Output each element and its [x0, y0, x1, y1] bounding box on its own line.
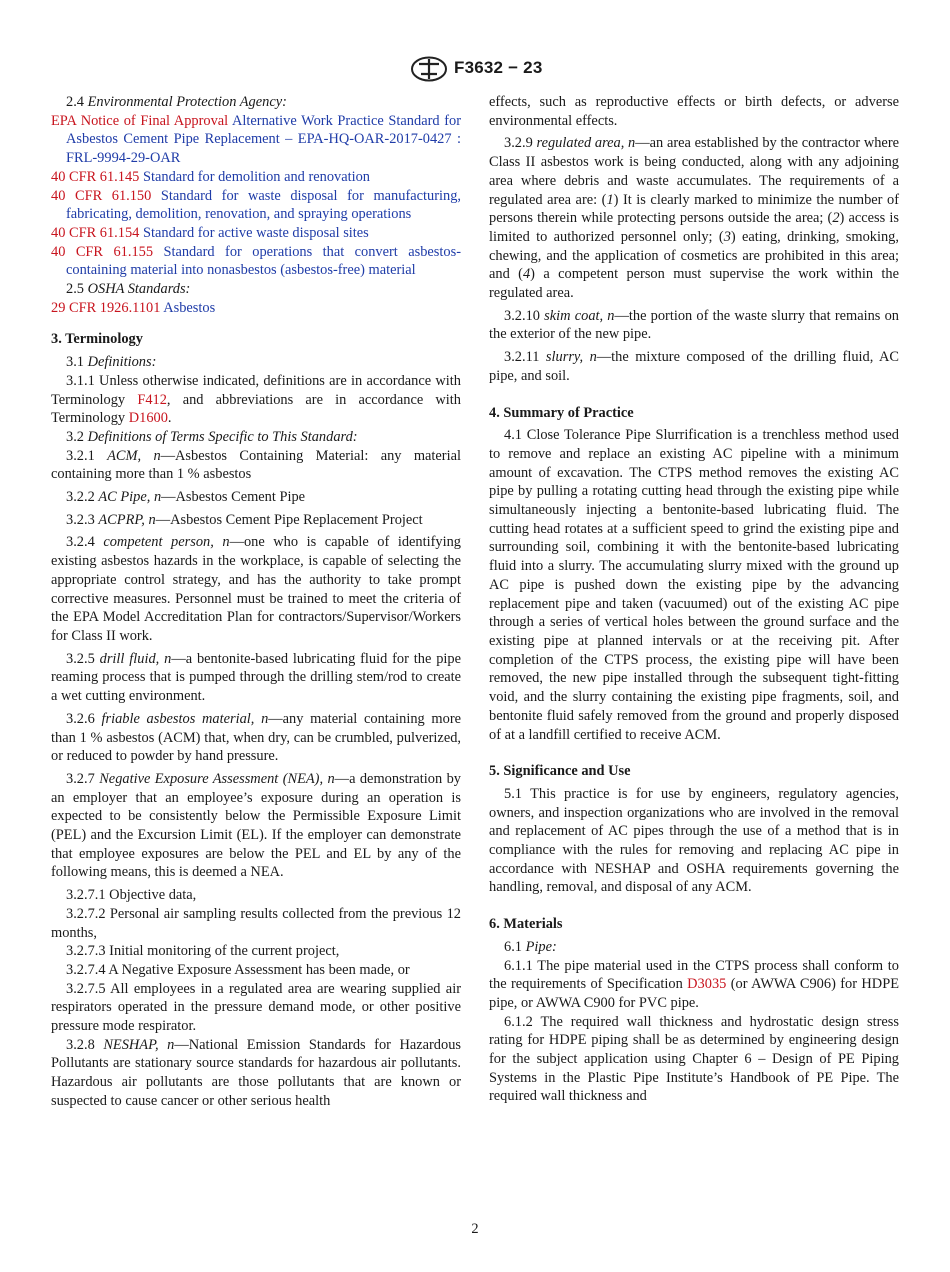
- section-heading-summary-of-practice: 4. Summary of Practice: [489, 404, 634, 421]
- para-3-2-10: 3.2.10 skim coat, n—the portion of the waste slurry that remains on the exterior of the new pipe.: [489, 307, 899, 343]
- ref-40cfr-61-150: 40 CFR 61.150 Standard for waste disposal for manufacturing, fabricating, demolition, renovation, and spraying operations: [51, 187, 461, 223]
- para-3-2-7-4: 3.2.7.4 A Negative Exposure Assessment has been made, or: [66, 961, 410, 978]
- para-3-2-8: 3.2.8 NESHAP, n—National Emission Standards for Hazardous Pollutants are stationary source standards for hazardous air pollutants. Hazardous air pollutants are those pollutants that are known or suspected to cause cancer or other serious health: [51, 1036, 461, 1109]
- para-3-1-1: 3.1.1 Unless otherwise indicated, definitions are in accordance with Terminology F412, and abbreviations are in accordance with Terminology D1600.: [51, 372, 461, 427]
- link-d1600[interactable]: D1600: [128, 410, 168, 427]
- para-4-1: 4.1 Close Tolerance Pipe Slurrification is a trenchless method used to remove and replace an existing AC pipeline with a minimum amount of excavation. The CTPS method removes the existing AC pipe by pulling a rotating cutting head through the existing pipe while simultaneously injecting a bentonite-based lubricating fluid. The cutting head rotates at a sufficient speed to grind the existing pipe and surrounding soil, combining it with the bentonite-based lubricating fluid into a slurry. The accumulating slurry mixed with the ground up AC pipe is pushed down the existing pipe by the advancing replacement pipe and taken (vacuumed) out of the existing AC pipe through a series of vertical holes between the ground surface and the existing pipe at planned intervals or at the receiving pit. After completion of the CTPS process, the existing pipe will have been removed, the new pipe installed through the subsequent tight-fitting void, and the slurry containing the existing pipe fragments, soil, and bentonite fluid safely removed from the ground and properly disposed of at a landfill certified to receive ACM.: [489, 427, 899, 743]
- para-3-2-5: 3.2.5 drill fluid, n—a bentonite-based lubricating fluid for the pipe reaming process that is pumped through the drilling stem/rod to create a wet cutting environment.: [51, 650, 461, 705]
- para-5-1: 5.1 This practice is for use by engineers, regulatory agencies, owners, and inspection organizations who are involved in the removal and replacement of AC pipes through the use of a method that is in compliance with the rules for removing and replacing AC pipe in accordance with NESHAP and OSHA requirements governing the handling, removal, and disposal of any ACM.: [489, 785, 899, 896]
- ref-40cfr-61-145: 40 CFR 61.145 Standard for demolition and renovation: [51, 168, 370, 185]
- ref-40cfr-61-154: 40 CFR 61.154 Standard for active waste disposal sites: [51, 224, 369, 241]
- para-3-1: 3.1 Definitions:: [66, 354, 157, 371]
- astm-logo-icon: [410, 56, 448, 82]
- page-number: 2: [471, 1221, 479, 1237]
- section-2-4: 2.4 Environmental Protection Agency:: [66, 94, 287, 110]
- para-3-2-11: 3.2.11 slurry, n—the mixture composed of the drilling fluid, AC pipe, and soil.: [489, 349, 899, 384]
- para-3-2-7: 3.2.7 Negative Exposure Assessment (NEA), n—a demonstration by an employer that an employee’s exposure during an operation is expected to be consistently below the Permissible Exposure Limit (PEL) and the Excursion Limit (EL). If the employer can demonstrate that employee exposures are below the PEL and EL by any of the following means, this is deemed a NEA.: [51, 770, 461, 881]
- para-6-1: 6.1 Pipe:: [504, 938, 557, 955]
- para-3-2-7-5: 3.2.7.5 All employees in a regulated area are wearing supplied air respirators operated in the pressure demand mode, or other positive pressure mode respirator.: [51, 980, 461, 1035]
- para-3-2: 3.2 Definitions of Terms Specific to This Standard:: [66, 428, 358, 445]
- ref-40cfr-61-155: 40 CFR 61.155 Standard for operations that convert asbestos-containing material into nonasbestos (asbestos-free) material: [51, 243, 461, 279]
- link-f412[interactable]: F412: [137, 391, 167, 408]
- section-heading-terminology: 3. Terminology: [51, 331, 143, 348]
- link-d3035[interactable]: D3035: [687, 976, 727, 993]
- para-6-1-1: 6.1.1 The pipe material used in the CTPS process shall conform to the requirements of Specification D3035 (or AWWA C906) for HDPE pipe, or AWWA C900 for PVC pipe.: [489, 957, 899, 1011]
- para-3-2-7-3: 3.2.7.3 Initial monitoring of the current project,: [66, 943, 340, 960]
- section-heading-significance-and-use: 5. Significance and Use: [489, 763, 631, 780]
- ref-epa-notice: EPA Notice of Final Approval Alternative Work Practice Standard for Asbestos Cement Pipe Replacement – EPA-HQ-OAR-2017-0427 : FRL-9994-29-OAR: [51, 112, 461, 167]
- ref-29cfr-1926-1101: 29 CFR 1926.1101 Asbestos: [51, 299, 216, 316]
- para-6-1-2: 6.1.2 The required wall thickness and hydrostatic design stress rating for HDPE piping shall be as determined by engineering design for the subject application using Chapter 6 – Design of PE Piping Systems in the Plastic Pipe Institute’s Handbook of PE Pipe. The required wall thickness and: [489, 1013, 899, 1105]
- page-header: [0, 56, 950, 82]
- para-3-2-6: 3.2.6 friable asbestos material, n—any material containing more than 1 % asbestos (ACM) that, when dry, can be crumbled, pulverized, or reduced to powder by hand pressure.: [51, 710, 461, 765]
- para-3-2-1: 3.2.1 ACM, n—Asbestos Containing Material: any material containing more than 1 % asbestos: [51, 447, 461, 483]
- para-3-2-7-2: 3.2.7.2 Personal air sampling results collected from the previous 12 months,: [51, 905, 461, 941]
- para-3-2-4: 3.2.4 competent person, n—one who is capable of identifying existing asbestos hazards in the workplace, is capable of selecting the appropriate control strategy, and has the authority to take prompt corrective measures. Personnel must be trained to meet the criteria of the EPA Model Accreditation Plan for contractors/Supervisor/Workers for Class II work.: [51, 534, 461, 644]
- section-heading-materials: 6. Materials: [489, 916, 563, 933]
- document-designation: F3632 − 23: [454, 58, 543, 77]
- para-3-2-7-1: 3.2.7.1 Objective data,: [66, 887, 197, 904]
- section-2-5: 2.5 OSHA Standards:: [66, 281, 191, 298]
- left-column: [51, 93, 461, 1111]
- para-3-2-3: 3.2.3 ACPRP, n—Asbestos Cement Pipe Replacement Project: [66, 511, 423, 528]
- para-3-2-8-continued: effects, such as reproductive effects or birth defects, or adverse environmental effects.: [489, 94, 899, 129]
- para-3-2-9: 3.2.9 regulated area, n—an area established by the contractor where Class II asbestos work is being conducted, along with any adjoining area where debris and waste accumulates. The requirements of a regulated area are: (1) It is clearly marked to minimize the number of persons therein while protecting persons outside the area; (2) access is limited to authorized personnel only; (3) eating, drinking, smoking, chewing, and the application of cosmetics are prohibited in this area; and (4) a competent person must supervise the work within the regulated area.: [489, 135, 900, 302]
- right-column: [489, 93, 899, 1106]
- para-3-2-2: 3.2.2 AC Pipe, n—Asbestos Cement Pipe: [66, 489, 306, 506]
